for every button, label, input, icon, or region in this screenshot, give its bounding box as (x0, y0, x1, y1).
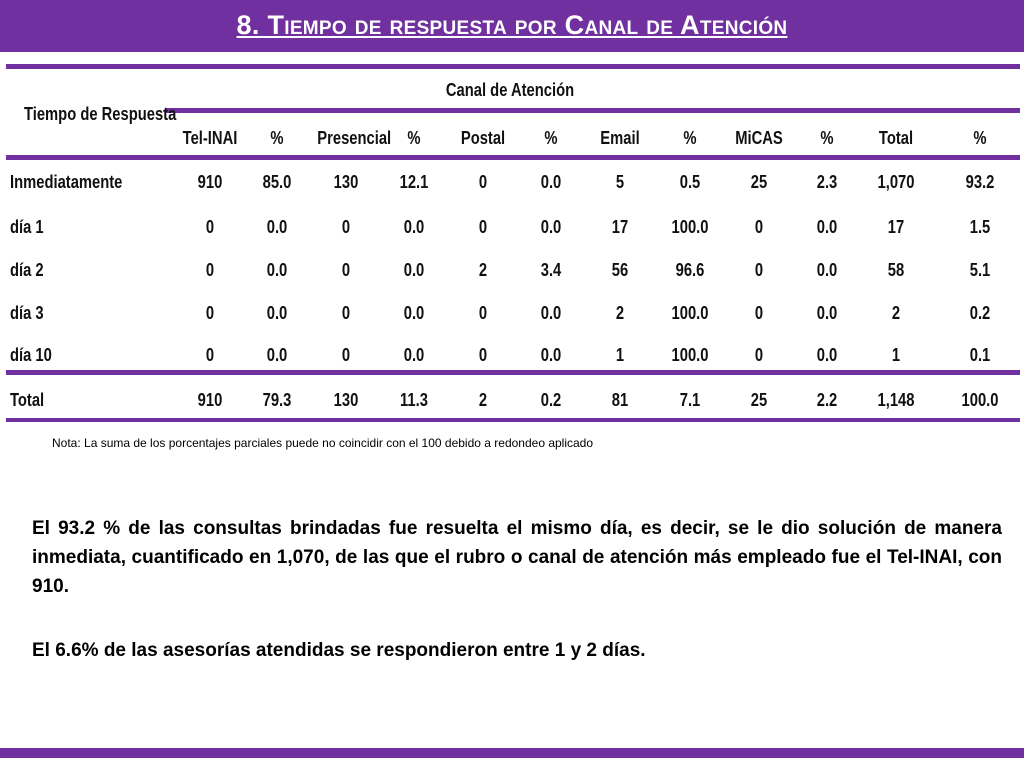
table-cell: 0.0 (266, 260, 288, 280)
total-cell: 79.3 (262, 390, 292, 410)
table-cell: 0.5 (679, 172, 701, 192)
table-cell: 0.0 (816, 260, 838, 280)
column-header: Postal (460, 128, 506, 148)
row-label: Inmediatamente (10, 172, 123, 192)
table-cell: 0 (478, 217, 488, 237)
table-note: Nota: La suma de los porcentajes parciales puede no coincidir con el 100 debido a redondeo aplicado (52, 436, 594, 450)
total-cell: 2.2 (816, 390, 838, 410)
table-cell: 100.0 (671, 217, 709, 237)
table-cell: 93.2 (965, 172, 995, 192)
total-cell: 910 (197, 390, 223, 410)
table-cell: 0.0 (403, 260, 425, 280)
summary-paragraph-2: El 6.6% de las asesorías atendidas se respondieron entre 1 y 2 días. (32, 640, 646, 661)
column-header: MiCAS (735, 128, 783, 148)
table-cell: 0.0 (816, 303, 838, 323)
table-cell: 17 (611, 217, 629, 237)
table-cell: 0.0 (816, 345, 838, 365)
table-cell: 0 (205, 303, 215, 323)
row-label: día 3 (10, 303, 44, 323)
column-header: % (820, 128, 834, 148)
total-cell: 0.2 (540, 390, 562, 410)
total-separator (6, 370, 1020, 375)
table-top-border (6, 64, 1020, 69)
table-cell: 0 (754, 303, 764, 323)
table-cell: 0.0 (540, 303, 562, 323)
column-header: % (407, 128, 421, 148)
table-cell: 0.0 (266, 217, 288, 237)
table-cell: 0 (205, 345, 215, 365)
group-header-label: Canal de Atención (445, 80, 575, 100)
column-header: % (683, 128, 697, 148)
table-cell: 0 (754, 345, 764, 365)
table-cell: 1 (615, 345, 625, 365)
table-cell: 5 (615, 172, 625, 192)
table-cell: 56 (611, 260, 629, 280)
table-cell: 130 (333, 172, 359, 192)
table-cell: 12.1 (399, 172, 429, 192)
table-cell: 1.5 (969, 217, 991, 237)
table-cell: 0 (754, 217, 764, 237)
response-time-table (6, 64, 1020, 422)
table-cell: 58 (887, 260, 905, 280)
table-cell: 0.0 (540, 345, 562, 365)
total-cell: 81 (611, 390, 629, 410)
table-cell: 0.0 (403, 303, 425, 323)
table-cell: 2.3 (816, 172, 838, 192)
table-cell: 1,070 (877, 172, 915, 192)
group-header-underline (166, 108, 1020, 113)
total-cell: 100.0 (961, 390, 999, 410)
table-cell: 96.6 (675, 260, 705, 280)
table-cell: 0 (205, 217, 215, 237)
table-cell: 0.1 (969, 345, 991, 365)
table-cell: 0 (341, 303, 351, 323)
table-cell: 0.0 (540, 172, 562, 192)
table-cell: 100.0 (671, 345, 709, 365)
table-cell: 3.4 (540, 260, 562, 280)
row-label: día 1 (10, 217, 44, 237)
table-cell: 2 (478, 260, 488, 280)
table-cell: 0 (478, 345, 488, 365)
column-header: Tel-INAI (182, 128, 238, 148)
table-cell: 0 (341, 217, 351, 237)
table-cell: 1 (891, 345, 901, 365)
table-cell: 100.0 (671, 303, 709, 323)
column-header: Total (878, 128, 914, 148)
page-title: 8. Tiempo de respuesta por Canal de Atención (236, 10, 788, 40)
table-cell: 0 (478, 172, 488, 192)
table-cell: 0 (341, 345, 351, 365)
column-header: Presencial (317, 128, 392, 148)
total-cell: 25 (750, 390, 768, 410)
table-cell: 85.0 (262, 172, 292, 192)
table-cell: 0.0 (403, 217, 425, 237)
column-header: % (544, 128, 558, 148)
total-cell: 1,148 (877, 390, 915, 410)
table-cell: 0 (205, 260, 215, 280)
table-cell: 0.0 (266, 303, 288, 323)
table-cell: 0.0 (403, 345, 425, 365)
table-cell: 0 (478, 303, 488, 323)
table-cell: 0.0 (540, 217, 562, 237)
table-cell: 2 (615, 303, 625, 323)
row-label: día 10 (10, 345, 52, 365)
table-cell: 0.0 (816, 217, 838, 237)
total-cell: 130 (333, 390, 359, 410)
table-cell: 17 (887, 217, 905, 237)
total-cell: 7.1 (679, 390, 701, 410)
column-header: % (270, 128, 284, 148)
table-cell: 910 (197, 172, 223, 192)
column-header: Email (600, 128, 640, 148)
column-header: % (973, 128, 987, 148)
row-label: día 2 (10, 260, 44, 280)
total-label: Total (10, 390, 45, 410)
row-header-label: Tiempo de Respuesta (24, 104, 177, 124)
total-cell: 2 (478, 390, 488, 410)
table-cell: 25 (750, 172, 768, 192)
summary-paragraph-1: El 93.2 % de las consultas brindadas fue resuelta el mismo día, es decir, se le dio solución de manera inmediata, cuantificado en 1,070, de las que el rubro o canal de atención más empleado fue el Tel-INAI, con 910. (32, 518, 1002, 597)
table-bottom-border (6, 418, 1020, 422)
total-cell: 11.3 (400, 390, 428, 410)
header-bottom-border (6, 155, 1020, 160)
table-cell: 0.0 (266, 345, 288, 365)
footer-bar (0, 748, 1024, 758)
table-cell: 5.1 (969, 260, 991, 280)
table-cell: 0 (341, 260, 351, 280)
table-cell: 0 (754, 260, 764, 280)
table-cell: 2 (891, 303, 901, 323)
title-bar (0, 0, 1024, 52)
table-cell: 0.2 (969, 303, 991, 323)
